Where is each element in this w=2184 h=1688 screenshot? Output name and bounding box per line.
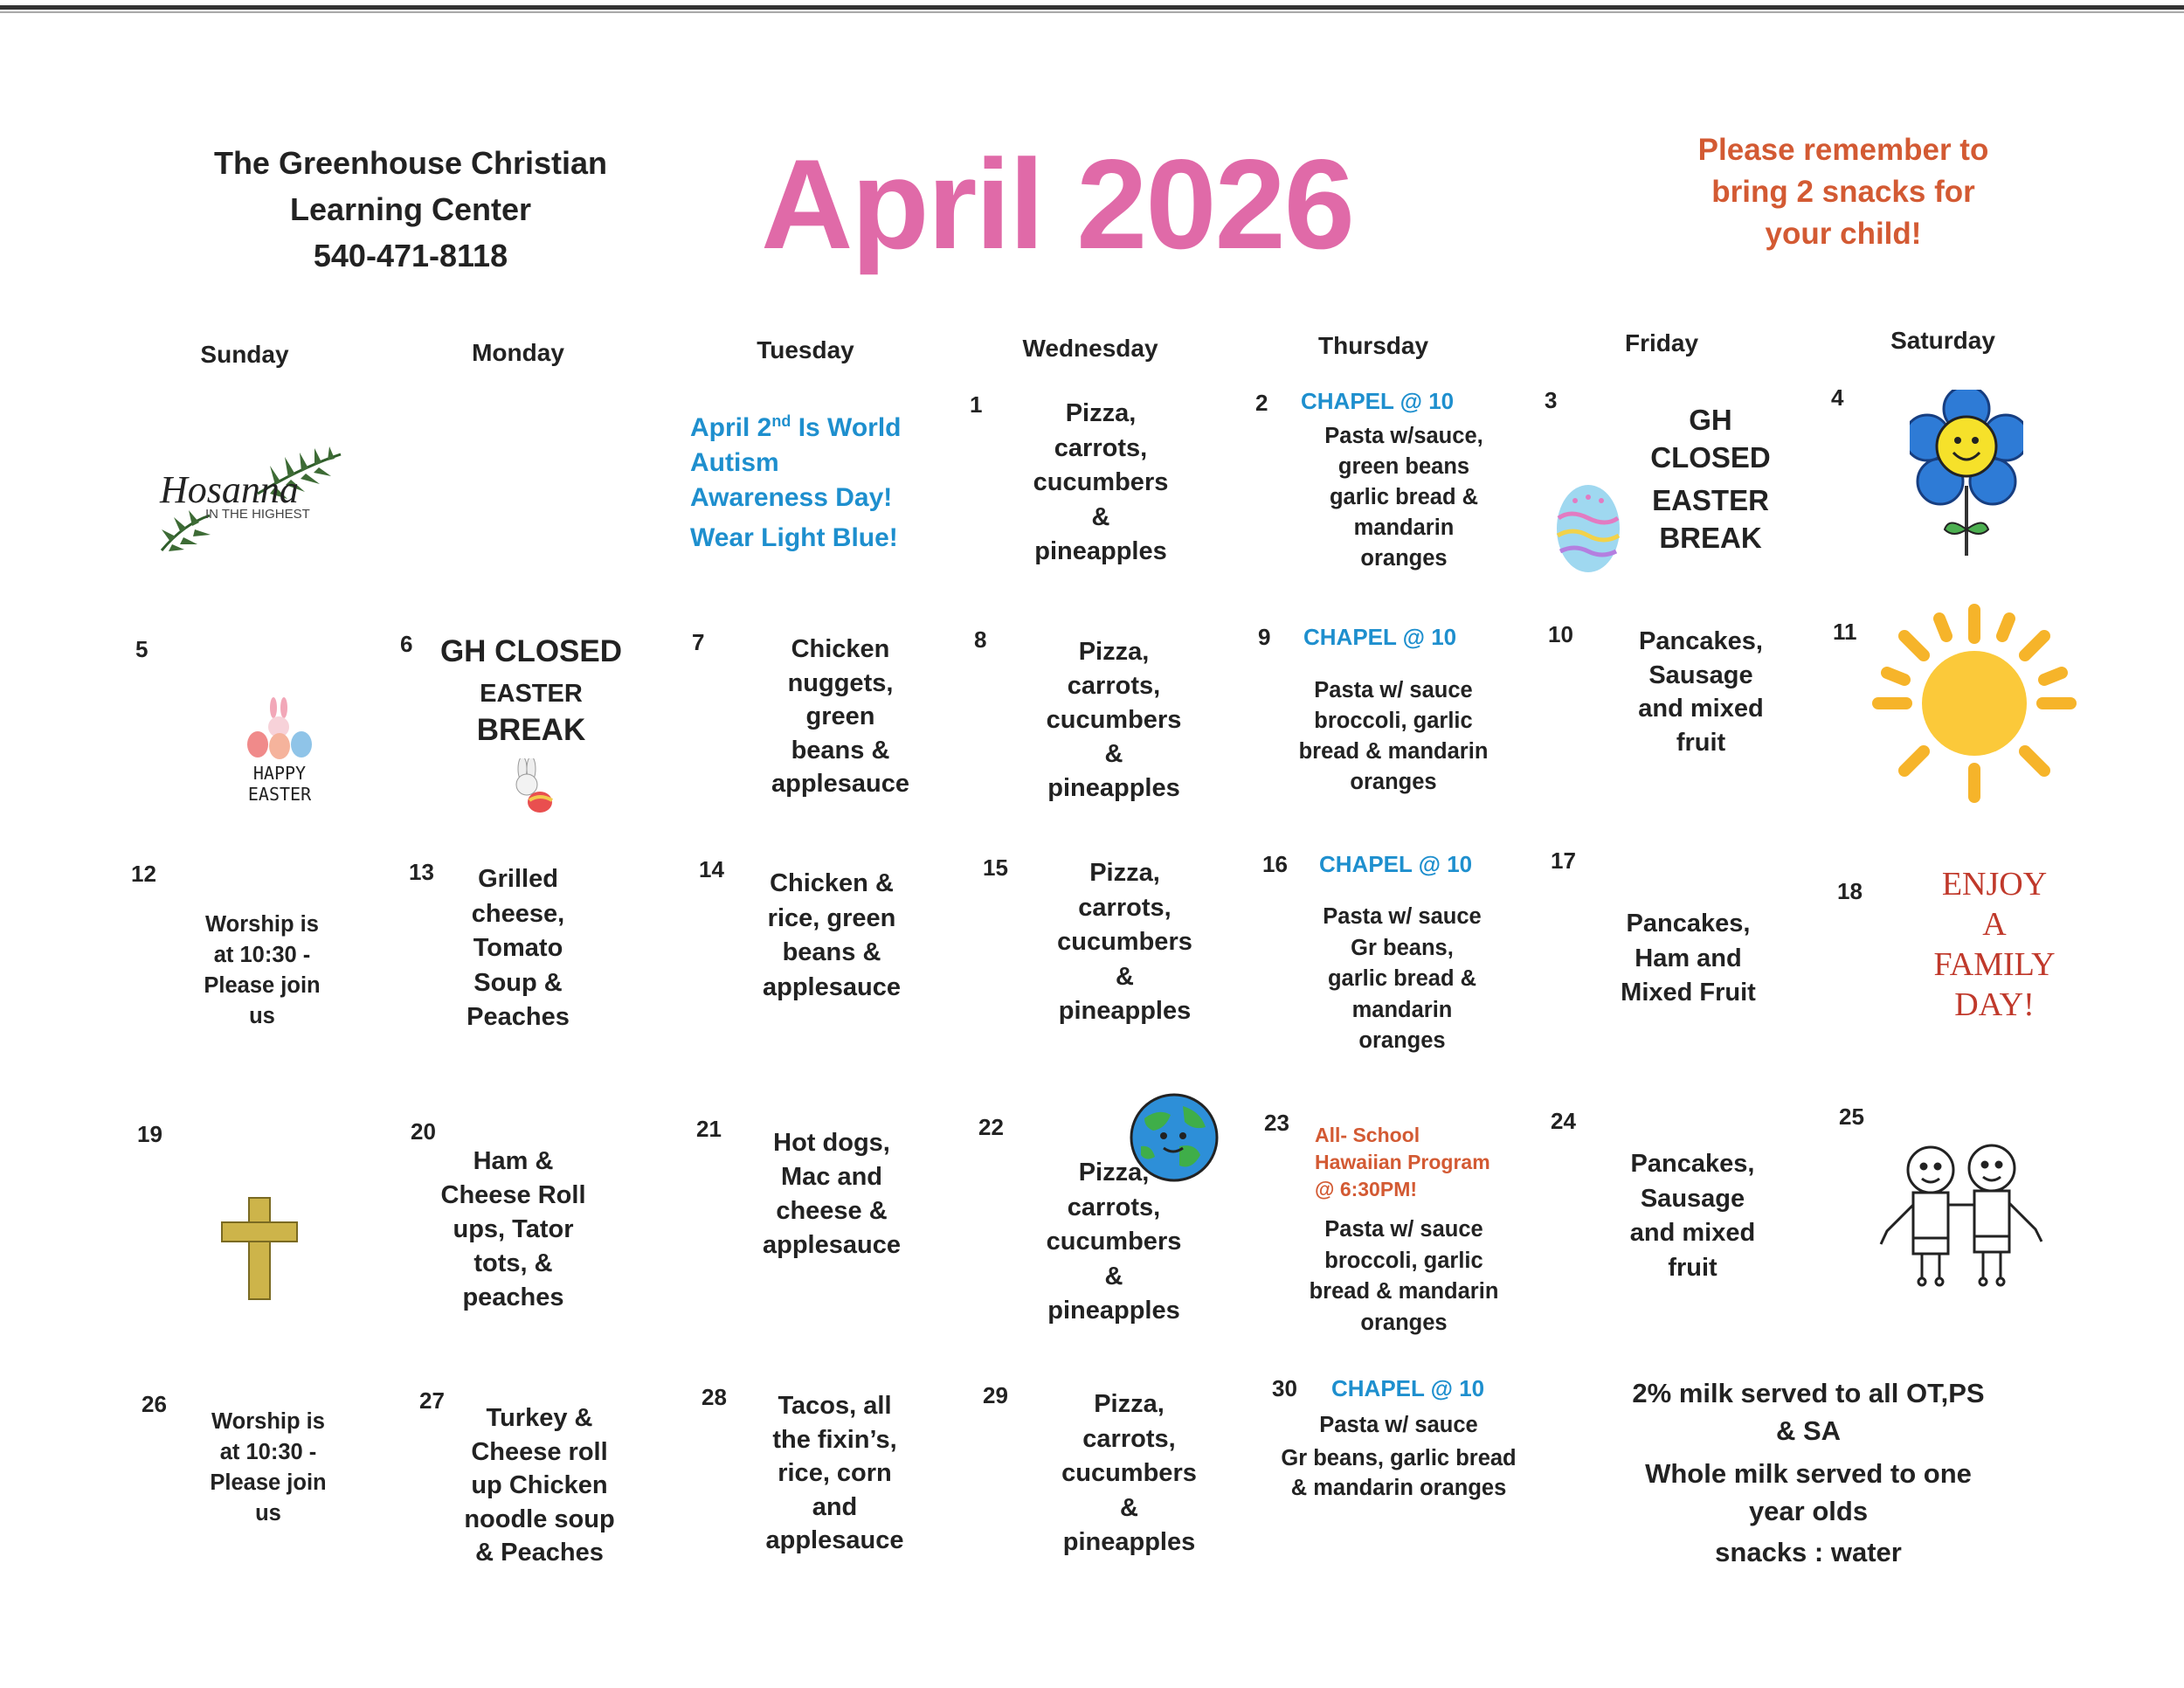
hosanna-sub: IN THE HIGHEST bbox=[205, 507, 310, 522]
worship-line: Please join bbox=[210, 1470, 327, 1495]
menu-text bbox=[1000, 635, 1227, 806]
menu-line: broccoli, garlic bbox=[1324, 1248, 1483, 1273]
easter-egg-icon bbox=[1553, 483, 1623, 575]
calendar-cell bbox=[1837, 866, 2121, 1070]
closed-text bbox=[1614, 401, 1807, 557]
menu-line: carrots, bbox=[1054, 433, 1148, 462]
menu-line: applesauce bbox=[763, 972, 901, 1001]
menu-line: green beans bbox=[1337, 454, 1470, 479]
friends-drawing-icon bbox=[1874, 1135, 2049, 1288]
school-phone: 540-471-8118 bbox=[313, 238, 508, 273]
menu-line: applesauce bbox=[765, 1526, 904, 1554]
menu-line: cheese, bbox=[471, 899, 565, 928]
menu-line: mandarin bbox=[1351, 997, 1453, 1022]
menu-line: Pizza, bbox=[1078, 638, 1150, 666]
menu-line: cucumbers bbox=[1046, 1228, 1182, 1256]
reminder-line: bring 2 snacks for bbox=[1711, 175, 1975, 209]
menu-line: Turkey & bbox=[486, 1404, 593, 1432]
milk-note bbox=[1572, 1374, 2044, 1571]
menu-line: cucumbers bbox=[1061, 1459, 1197, 1487]
day-header-monday: Monday bbox=[472, 339, 564, 366]
menu-line: Pasta w/ sauce bbox=[1319, 1413, 1478, 1437]
family-line: FAMILY bbox=[1933, 946, 2056, 983]
menu-text bbox=[1568, 907, 1808, 1011]
menu-line: Pizza, bbox=[1078, 1159, 1150, 1186]
day-number: 2 bbox=[1255, 390, 1268, 416]
calendar-cell bbox=[142, 1391, 425, 1583]
day-number: 23 bbox=[1264, 1110, 1289, 1136]
menu-text bbox=[1273, 1214, 1535, 1339]
easter-bunny-icon bbox=[232, 697, 328, 767]
snack-reminder bbox=[1660, 129, 2027, 255]
menu-line: Ham & bbox=[473, 1147, 554, 1175]
family-line: A bbox=[1982, 906, 2007, 943]
menu-line: tots, & bbox=[473, 1249, 553, 1277]
menu-line: pineapples bbox=[1047, 1297, 1180, 1325]
menu-line: Ham and bbox=[1635, 944, 1742, 972]
calendar-cell bbox=[131, 861, 415, 1053]
hosanna-word: Hosanna bbox=[160, 468, 299, 511]
menu-line: rice, corn bbox=[778, 1459, 892, 1487]
menu-line: Pizza, bbox=[1089, 859, 1160, 887]
day-number: 15 bbox=[983, 854, 1008, 881]
calendar-cell bbox=[970, 391, 1254, 566]
school-name-line1: The Greenhouse Christian bbox=[213, 145, 608, 181]
calendar-cell bbox=[411, 1118, 695, 1328]
menu-line: Gr beans, bbox=[1351, 935, 1454, 960]
day-number: 19 bbox=[137, 1121, 162, 1147]
autism-line: Wear Light Blue! bbox=[690, 523, 898, 552]
day-number: 26 bbox=[142, 1391, 167, 1417]
menu-text bbox=[435, 862, 601, 1035]
menu-line: bread & mandarin bbox=[1309, 1279, 1499, 1304]
event-line: @ 6:30PM! bbox=[1315, 1178, 1418, 1200]
autism-line1: April 2 bbox=[690, 413, 772, 442]
sun-icon bbox=[1870, 603, 2079, 804]
day-number: 11 bbox=[1833, 619, 1857, 645]
calendar-cell bbox=[1831, 384, 2115, 568]
closed-line: EASTER bbox=[480, 680, 583, 708]
menu-line: and mixed bbox=[1629, 1219, 1756, 1247]
calendar-cell bbox=[409, 859, 693, 1051]
closed-line: CLOSED bbox=[1650, 441, 1771, 474]
calendar-cell bbox=[702, 1384, 985, 1576]
milk-line: 2% milk served to all OT,PS bbox=[1632, 1378, 1985, 1408]
day-number: 25 bbox=[1839, 1103, 1864, 1130]
menu-line: garlic bread & bbox=[1327, 966, 1477, 991]
autism-line: Awareness Day! bbox=[690, 483, 893, 512]
worship-line: at 10:30 - bbox=[219, 1440, 317, 1464]
day-number: 6 bbox=[400, 631, 413, 657]
menu-line: Pasta w/ sauce bbox=[1324, 1217, 1483, 1242]
menu-line: Pizza, bbox=[1094, 1390, 1165, 1418]
autism-line1b: Is World bbox=[791, 413, 902, 442]
menu-line: Pancakes, bbox=[1626, 910, 1751, 937]
day-number: 17 bbox=[1551, 847, 1576, 874]
menu-line: applesauce bbox=[763, 1231, 901, 1259]
menu-text bbox=[1000, 1156, 1227, 1329]
day-number: 24 bbox=[1551, 1108, 1576, 1134]
menu-line: Pasta w/ sauce bbox=[1314, 678, 1473, 702]
worship-line: us bbox=[249, 1004, 275, 1028]
calendar-cell bbox=[696, 1116, 980, 1308]
day-number: 20 bbox=[411, 1118, 436, 1145]
calendar-cell bbox=[974, 626, 1258, 819]
day-number: 28 bbox=[702, 1384, 727, 1410]
closed-line: BREAK bbox=[1659, 522, 1762, 554]
menu-line: Sausage bbox=[1648, 661, 1753, 689]
menu-line: Sausage bbox=[1640, 1184, 1745, 1213]
hosanna-graphic bbox=[144, 441, 354, 555]
menu-line: pineapples bbox=[1062, 1528, 1196, 1556]
calendar-cell bbox=[983, 1382, 1267, 1574]
menu-line: carrots, bbox=[1067, 672, 1161, 700]
family-line: DAY! bbox=[1954, 986, 2035, 1023]
family-day-text bbox=[1890, 864, 2099, 1025]
calendar-cell bbox=[1258, 624, 1542, 816]
menu-line: Grilled bbox=[478, 865, 558, 893]
menu-line: Mac and bbox=[780, 1163, 883, 1191]
calendar-cell bbox=[400, 631, 684, 823]
day-number: 13 bbox=[409, 859, 434, 885]
school-info bbox=[175, 140, 646, 279]
day-number: 7 bbox=[692, 629, 705, 655]
day-header-thursday: Thursday bbox=[1317, 332, 1429, 359]
calendar-cell bbox=[419, 1387, 703, 1580]
scan-edge-line-2 bbox=[0, 11, 2184, 13]
menu-line: & bbox=[1120, 1493, 1138, 1522]
chapel-label: CHAPEL @ 10 bbox=[1303, 624, 1457, 650]
menu-line: & Peaches bbox=[475, 1539, 604, 1567]
worship-line: us bbox=[255, 1501, 281, 1525]
page-title: April 2026 bbox=[761, 133, 1353, 275]
menu-line: & bbox=[1104, 1262, 1123, 1290]
menu-text bbox=[709, 633, 971, 801]
chapel-label: CHAPEL @ 10 bbox=[1319, 851, 1473, 877]
worship-line: Please join bbox=[204, 973, 321, 998]
day-number: 9 bbox=[1258, 624, 1271, 650]
menu-line: applesauce bbox=[771, 770, 909, 798]
closed-line: BREAK bbox=[476, 713, 586, 747]
day-number: 5 bbox=[135, 636, 149, 662]
menu-line: Hot dogs, bbox=[773, 1129, 890, 1157]
menu-line: pineapples bbox=[1034, 537, 1167, 565]
autism-line bbox=[690, 404, 952, 446]
day-number: 4 bbox=[1831, 384, 1844, 411]
menu-line: beans & bbox=[791, 736, 890, 764]
menu-line: rice, green bbox=[767, 903, 896, 932]
menu-text bbox=[1262, 675, 1524, 798]
menu-line: & bbox=[1104, 740, 1123, 768]
milk-line: snacks : water bbox=[1715, 1537, 1902, 1567]
day-number: 21 bbox=[696, 1116, 722, 1142]
menu-text bbox=[1592, 625, 1810, 759]
day-header-sunday: Sunday bbox=[200, 341, 289, 368]
autism-awareness-note bbox=[690, 404, 952, 556]
menu-line: pineapples bbox=[1058, 997, 1192, 1025]
day-header-tuesday: Tuesday bbox=[757, 336, 854, 363]
calendar-cell bbox=[135, 636, 419, 828]
menu-text bbox=[1009, 856, 1241, 1029]
menu-line: Chicken & bbox=[770, 869, 894, 897]
menu-line: Cheese roll bbox=[471, 1437, 608, 1466]
menu-line: Pancakes, bbox=[1630, 1150, 1755, 1178]
worship-text bbox=[175, 910, 349, 1032]
menu-line: cucumbers bbox=[1033, 468, 1169, 496]
event-line: All- School bbox=[1315, 1124, 1420, 1146]
menu-line: Chicken bbox=[791, 635, 890, 663]
menu-line: carrots, bbox=[1067, 1193, 1161, 1221]
menu-line: Tomato bbox=[473, 934, 563, 962]
menu-line: Pasta w/sauce, bbox=[1324, 424, 1483, 448]
menu-line: bread & mandarin bbox=[1298, 739, 1489, 764]
calendar-cell bbox=[1545, 387, 1828, 571]
menu-text bbox=[1246, 1408, 1552, 1505]
worship-line: at 10:30 - bbox=[213, 943, 311, 967]
menu-line: oranges bbox=[1358, 1028, 1446, 1053]
menu-line: green bbox=[805, 702, 875, 730]
flower-icon bbox=[1910, 390, 2023, 564]
day-number: 3 bbox=[1545, 387, 1558, 413]
happy-easter-text: HAPPY EASTER bbox=[247, 763, 312, 805]
menu-line: the fixin’s, bbox=[772, 1425, 897, 1454]
milk-line: year olds bbox=[1748, 1496, 1869, 1526]
menu-line: broccoli, garlic bbox=[1314, 709, 1473, 733]
menu-line: cucumbers bbox=[1057, 928, 1192, 956]
menu-line: Tacos, all bbox=[778, 1392, 892, 1420]
day-number: 8 bbox=[974, 626, 987, 653]
menu-text bbox=[459, 1401, 620, 1570]
day-number: 10 bbox=[1548, 621, 1573, 647]
menu-text bbox=[718, 867, 945, 1005]
menu-line: and mixed bbox=[1638, 695, 1764, 723]
worship-text bbox=[181, 1407, 356, 1529]
menu-line: & bbox=[1091, 502, 1110, 531]
menu-line: nuggets, bbox=[787, 668, 894, 697]
closed-line: GH bbox=[1689, 404, 1732, 436]
menu-line: Pasta w/ sauce bbox=[1323, 904, 1482, 929]
menu-text bbox=[1273, 421, 1535, 574]
menu-line: carrots, bbox=[1078, 893, 1171, 922]
closed-line: EASTER bbox=[1652, 484, 1769, 516]
menu-line: up Chicken bbox=[471, 1471, 608, 1499]
menu-line: Peaches bbox=[467, 1003, 570, 1031]
calendar-cell bbox=[1255, 390, 1539, 573]
day-number: 30 bbox=[1272, 1375, 1297, 1401]
menu-text bbox=[741, 1389, 929, 1558]
calendar-cell bbox=[1551, 1108, 1835, 1300]
autism-line: Autism bbox=[690, 448, 779, 477]
calendar-cell bbox=[692, 629, 976, 821]
menu-line: Pizza, bbox=[1065, 399, 1137, 427]
day-header-wednesday: Wednesday bbox=[1022, 335, 1158, 362]
cross-icon bbox=[220, 1196, 299, 1301]
menu-line: oranges bbox=[1360, 1310, 1448, 1335]
event-line: Hawaiian Program bbox=[1315, 1151, 1490, 1173]
menu-line: & bbox=[1116, 962, 1134, 991]
day-number: 18 bbox=[1837, 878, 1863, 904]
menu-line: carrots, bbox=[1082, 1424, 1176, 1453]
menu-line: pineapples bbox=[1047, 774, 1180, 802]
milk-line: Whole milk served to one bbox=[1645, 1458, 1972, 1489]
menu-line: fruit bbox=[1668, 1253, 1717, 1282]
menu-line: cucumbers bbox=[1046, 706, 1182, 734]
closed-title: GH CLOSED bbox=[439, 634, 623, 668]
menu-line: ups, Tator bbox=[453, 1215, 574, 1243]
calendar-cell bbox=[1839, 1103, 2123, 1296]
menu-line: & mandarin oranges bbox=[1290, 1476, 1507, 1500]
calendar-cell bbox=[1551, 847, 1835, 1040]
menu-text bbox=[1271, 902, 1533, 1057]
school-name-line2: Learning Center bbox=[289, 191, 532, 227]
autism-sup: nd bbox=[771, 412, 791, 430]
calendar-cell bbox=[1272, 1375, 1556, 1567]
menu-line: garlic bread & bbox=[1329, 485, 1479, 509]
calendar-cell bbox=[1833, 619, 2117, 811]
menu-line: mandarin bbox=[1353, 515, 1455, 540]
worship-line: Worship is bbox=[205, 912, 319, 937]
family-line: ENJOY bbox=[1941, 866, 2048, 903]
day-header-friday: Friday bbox=[1624, 329, 1699, 356]
menu-line: beans & bbox=[782, 938, 881, 966]
calendar-cell bbox=[983, 854, 1267, 1047]
menu-line: Gr beans, garlic bread bbox=[1281, 1446, 1517, 1470]
day-number: 27 bbox=[419, 1387, 445, 1414]
chapel-label: CHAPEL @ 10 bbox=[1331, 1375, 1485, 1401]
menu-line: fruit bbox=[1676, 728, 1726, 757]
day-number: 1 bbox=[970, 391, 983, 418]
calendar-cell bbox=[1262, 851, 1546, 1061]
day-number: 29 bbox=[983, 1382, 1008, 1408]
menu-text bbox=[1577, 1147, 1808, 1285]
palm-branch-icon bbox=[144, 441, 354, 555]
day-number: 14 bbox=[699, 856, 724, 882]
calendar-cell bbox=[1264, 1110, 1548, 1337]
day-number: 22 bbox=[978, 1114, 1004, 1140]
menu-line: Soup & bbox=[473, 968, 563, 997]
calendar-cell bbox=[978, 1114, 1262, 1332]
day-number: 12 bbox=[131, 861, 156, 887]
reminder-line: your child! bbox=[1765, 217, 1922, 251]
menu-line: Pancakes, bbox=[1639, 627, 1763, 655]
menu-text bbox=[1013, 1387, 1245, 1560]
day-number: 16 bbox=[1262, 851, 1288, 877]
menu-text bbox=[428, 1145, 598, 1315]
worship-line: Worship is bbox=[211, 1409, 325, 1434]
milk-line: & SA bbox=[1775, 1415, 1842, 1446]
menu-line: Cheese Roll bbox=[440, 1181, 586, 1209]
calendar-cell bbox=[699, 856, 983, 1048]
menu-line: and bbox=[812, 1492, 858, 1521]
day-header-saturday: Saturday bbox=[1890, 327, 1995, 354]
menu-line: noodle soup bbox=[464, 1505, 615, 1533]
menu-line: oranges bbox=[1360, 546, 1448, 571]
menu-line: peaches bbox=[462, 1283, 564, 1311]
menu-line: Mixed Fruit bbox=[1621, 979, 1756, 1007]
easter-rabbit-icon bbox=[503, 758, 559, 816]
menu-line: cheese & bbox=[776, 1197, 888, 1225]
reminder-line: Please remember to bbox=[1697, 133, 1989, 167]
chapel-label: CHAPEL @ 10 bbox=[1301, 388, 1455, 414]
scan-edge-line bbox=[0, 5, 2184, 10]
menu-line: oranges bbox=[1350, 770, 1437, 794]
calendar-cell bbox=[1548, 621, 1832, 813]
calendar-cell bbox=[137, 1121, 421, 1313]
menu-text bbox=[987, 397, 1214, 570]
hawaiian-program-note bbox=[1315, 1122, 1490, 1203]
menu-text bbox=[722, 1126, 941, 1263]
